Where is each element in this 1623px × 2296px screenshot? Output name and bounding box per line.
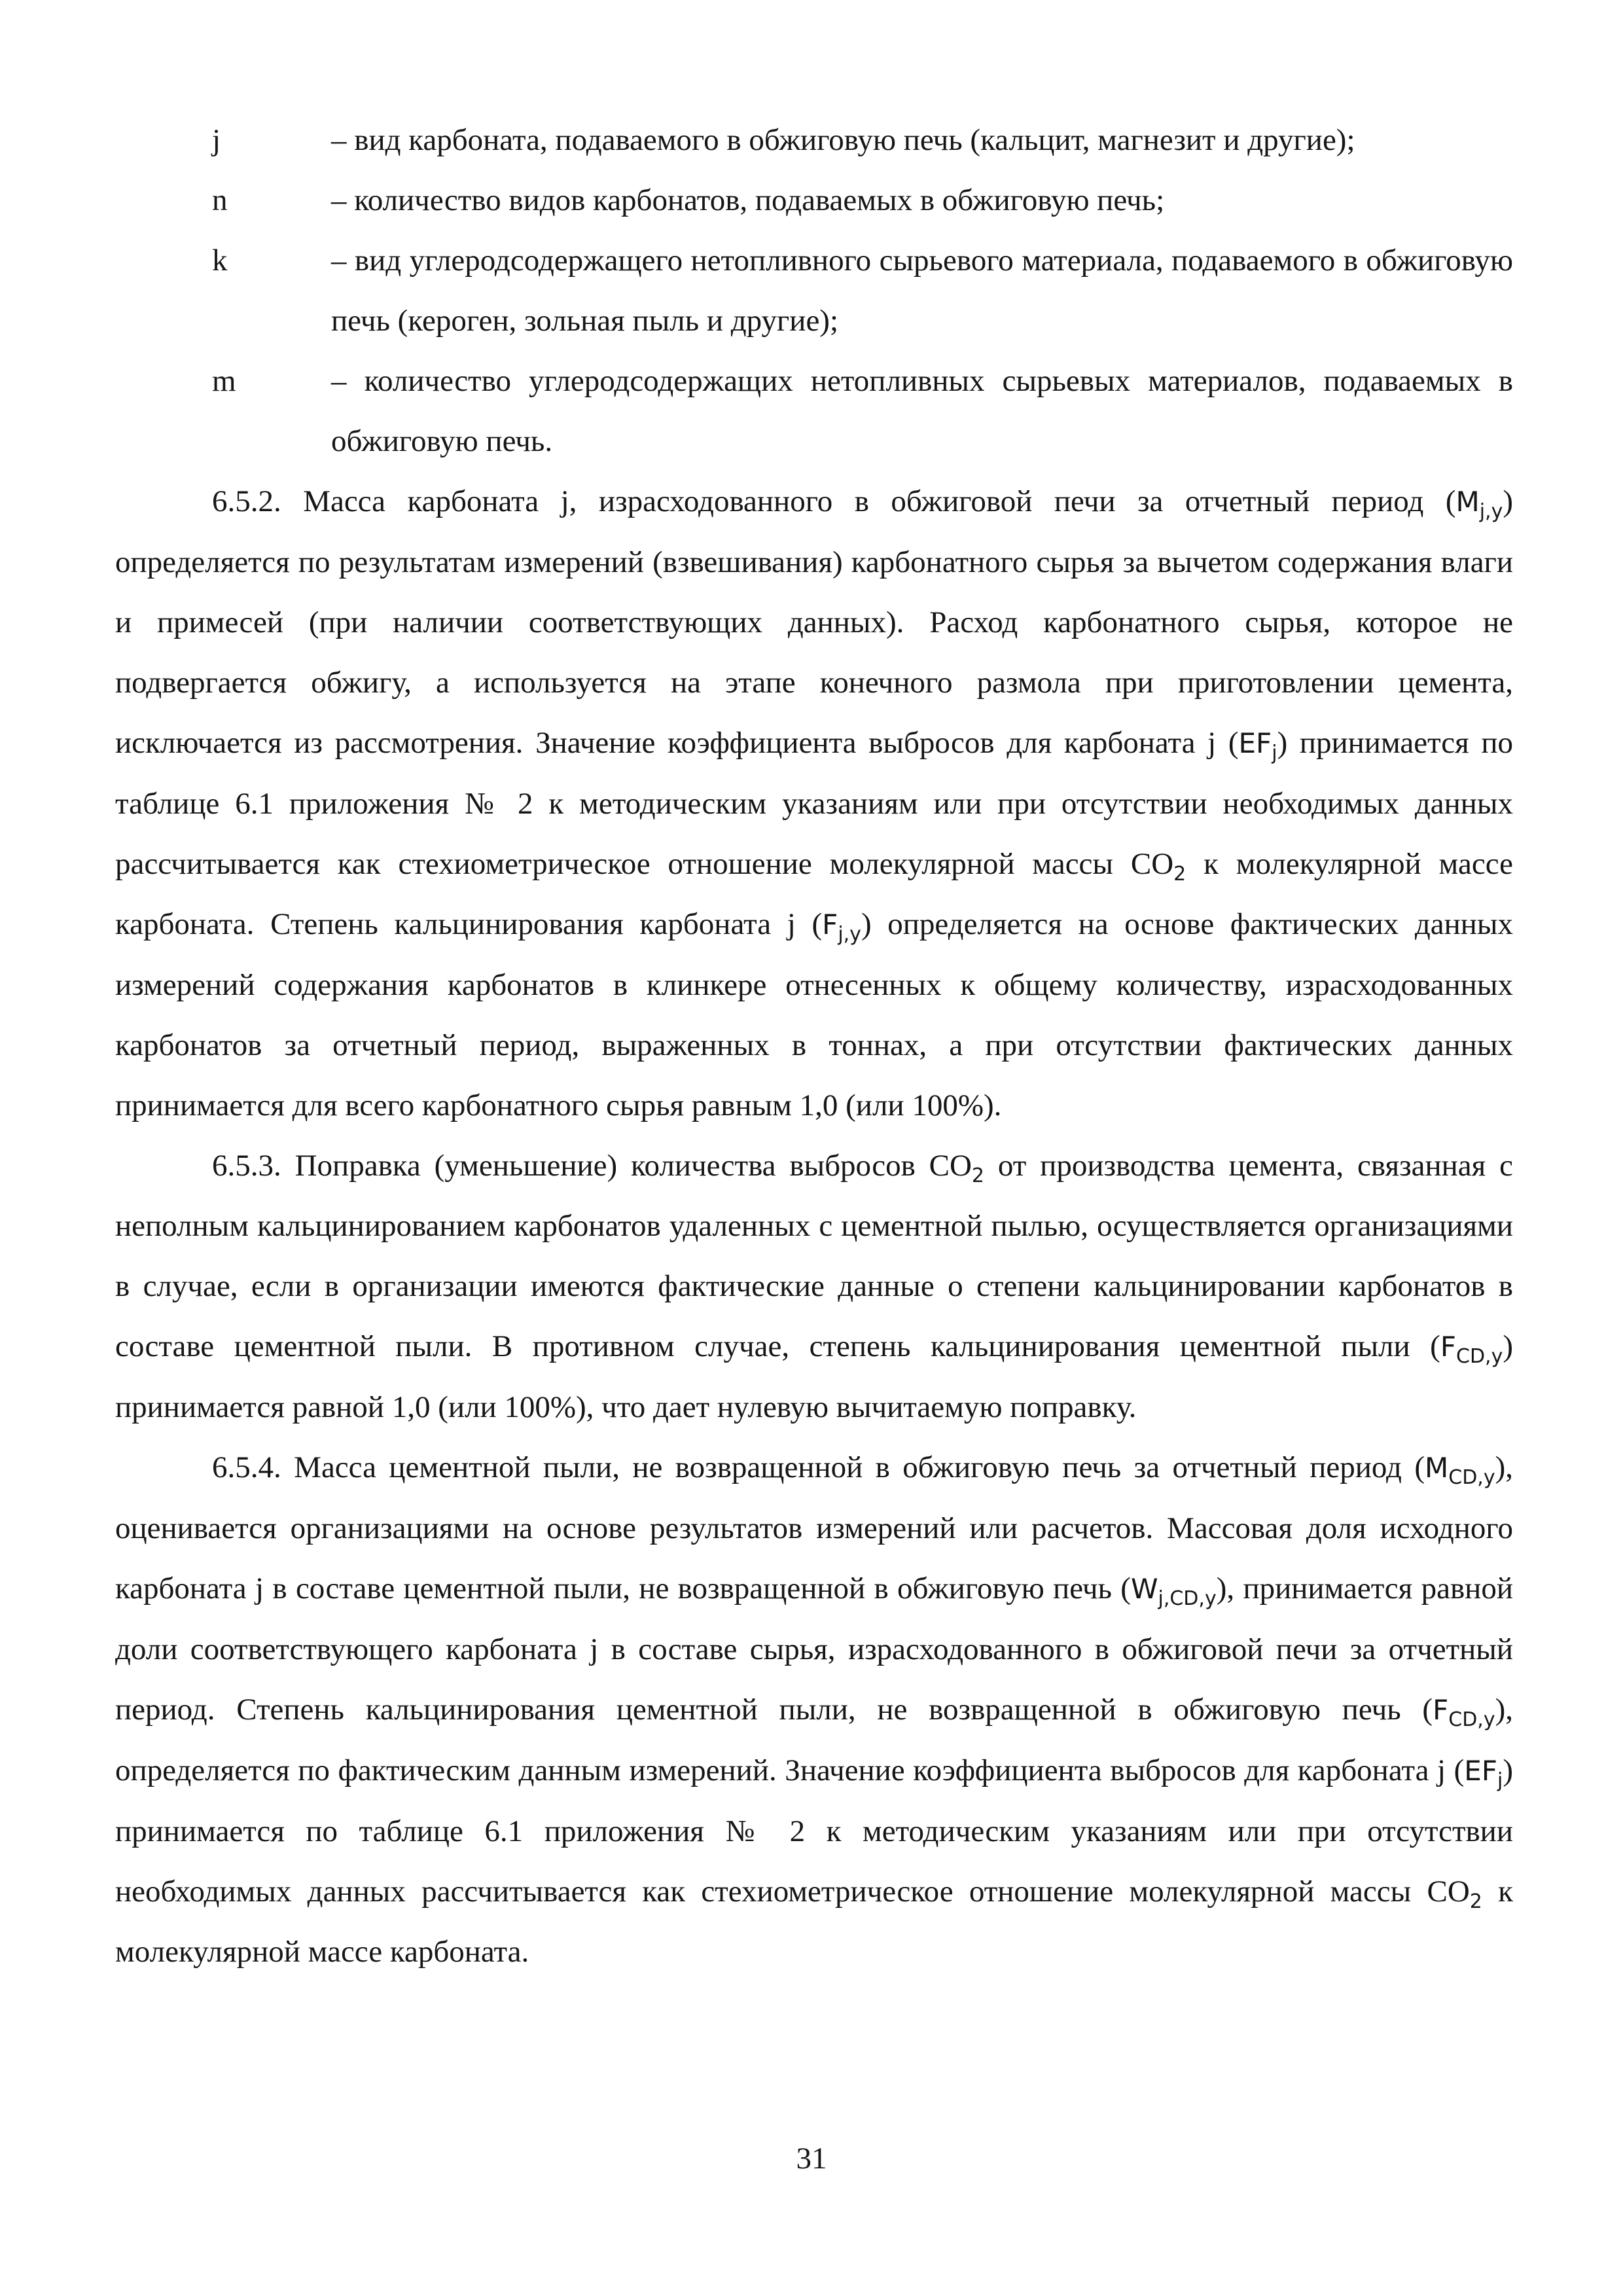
definition-row [115,110,1513,170]
symbol-mass-carbonate: M [1455,486,1480,518]
symbol-dust-mass: M [1425,1452,1449,1484]
definition-symbol: j [212,123,221,157]
paragraph-6-5-4 [115,1437,1513,1982]
definition-text: – вид углеродсодержащего нетопливного сырьевого материала, подаваемого в обжиговую печь (кероген, зольная пыль и другие); [331,243,1513,338]
paragraph-text: к молекулярной массе карбоната. [115,1874,1513,1969]
definition-symbol: k [212,243,228,278]
paragraph-text: ), принимается равной доли соответствующего карбоната j в составе сырья, израсходованного в обжиговой печи за отчетный период. Степень кальцинирования цементной пыли, не возвращенной в обжиговую печь ( [115,1571,1513,1727]
paragraph-text: ) принимается равной 1,0 (или 100%), что дает нулевую вычитаемую поправку. [115,1329,1513,1424]
definition-symbol: n [212,183,228,217]
symbol-subscript: CD,y [1448,1708,1495,1731]
paragraph-text: 6.5.3. Поправка (уменьшение) количества выбросов CO [212,1149,972,1183]
definition-symbol: m [212,364,236,398]
symbol-calcination-degree: F [822,908,838,941]
definition-row [115,351,1513,471]
definition-text: – вид карбоната, подаваемого в обжиговую печь (кальцит, магнезит и другие); [331,123,1355,157]
co2-subscript: 2 [1173,863,1186,886]
symbol-subscript: j [1272,742,1277,764]
symbol-definitions [115,110,1513,471]
symbol-dust-calcination: F [1440,1331,1456,1363]
paragraph-text: ), определяется по фактическим данным измерений. Значение коэффициента выбросов для карбоната j ( [115,1693,1513,1787]
symbol-emission-factor: EF [1464,1755,1497,1787]
symbol-dust-calcination: F [1433,1694,1449,1726]
paragraph-text: от производства цемента, связанная с неполным кальцинированием карбонатов удаленных с цементной пылью, осуществляется организациями в случае, если в организации имеются фактические данные о степени кальцинировании карбонатов в составе цементной пыли. В противном случае, степень кальцинирования цементной пыли ( [115,1149,1513,1363]
symbol-subscript: j,CD,y [1158,1587,1217,1610]
paragraph-text: к молекулярной массе карбоната. Степень кальцинирования карбоната j ( [115,847,1513,941]
symbol-subscript: CD,y [1448,1466,1495,1489]
paragraph-text: ) принимается по таблице 6.1 приложения № 2 к методическим указаниям или при отсутствии необходимых данных рассчитывается как стехиометрическое отношение молекулярной массы CO [115,1753,1513,1909]
paragraph-text: ) определяется по результатам измерений (взвешивания) карбонатного сырья за вычетом содержания влаги и примесей (при наличии соответствующих данных). Расход карбонатного сырья, которое не подвергается обжигу, а используется на этапе конечного размола при приготовлении цемента, исключается из рассмотрения. Значение коэффициента выбросов для карбоната j ( [115,484,1513,760]
symbol-mass-fraction: W [1130,1573,1158,1605]
paragraph-6-5-2 [115,471,1513,1136]
symbol-subscript: j [1497,1769,1503,1792]
definition-text: – количество видов карбонатов, подаваемых в обжиговую печь; [331,183,1165,217]
paragraph-text: 6.5.4. Масса цементной пыли, не возвращенной в обжиговую печь за отчетный период ( [212,1450,1425,1484]
symbol-emission-factor: EF [1238,727,1272,759]
page-number: 31 [796,2142,827,2176]
co2-subscript: 2 [971,1164,985,1187]
paragraph-6-5-3 [115,1136,1513,1437]
paragraph-text: ), оценивается организациями на основе результатов измерений или расчетов. Массовая доля исходного карбоната j в составе цементной пыли, не возвращенной в обжиговую печь ( [115,1450,1513,1605]
symbol-subscript: CD,y [1456,1345,1503,1368]
paragraph-text: ) принимается по таблице 6.1 приложения № 2 к методическим указаниям или при отсутствии необходимых данных рассчитывается как стехиометрическое отношение молекулярной массы CO [115,726,1513,881]
definition-row [115,170,1513,230]
symbol-subscript: j,y [838,923,861,946]
definition-row [115,230,1513,351]
co2-subscript: 2 [1469,1890,1482,1913]
definition-text: – количество углеродсодержащих нетопливных сырьевых материалов, подаваемых в обжиговую печь. [331,364,1513,458]
paragraph-text: 6.5.2. Масса карбоната j, израсходованного в обжиговой печи за отчетный период ( [212,484,1456,518]
paragraph-text: ) определяется на основе фактических данных измерений содержания карбонатов в клинкере отнесенных к общему количеству, израсходованных карбонатов за отчетный период, выраженных в тоннах, а при отсутствии фактических данных принимается для всего карбонатного сырья равным 1,0 (или 100%). [115,907,1514,1122]
symbol-subscript: j,y [1479,500,1503,523]
page-content [115,110,1513,1982]
